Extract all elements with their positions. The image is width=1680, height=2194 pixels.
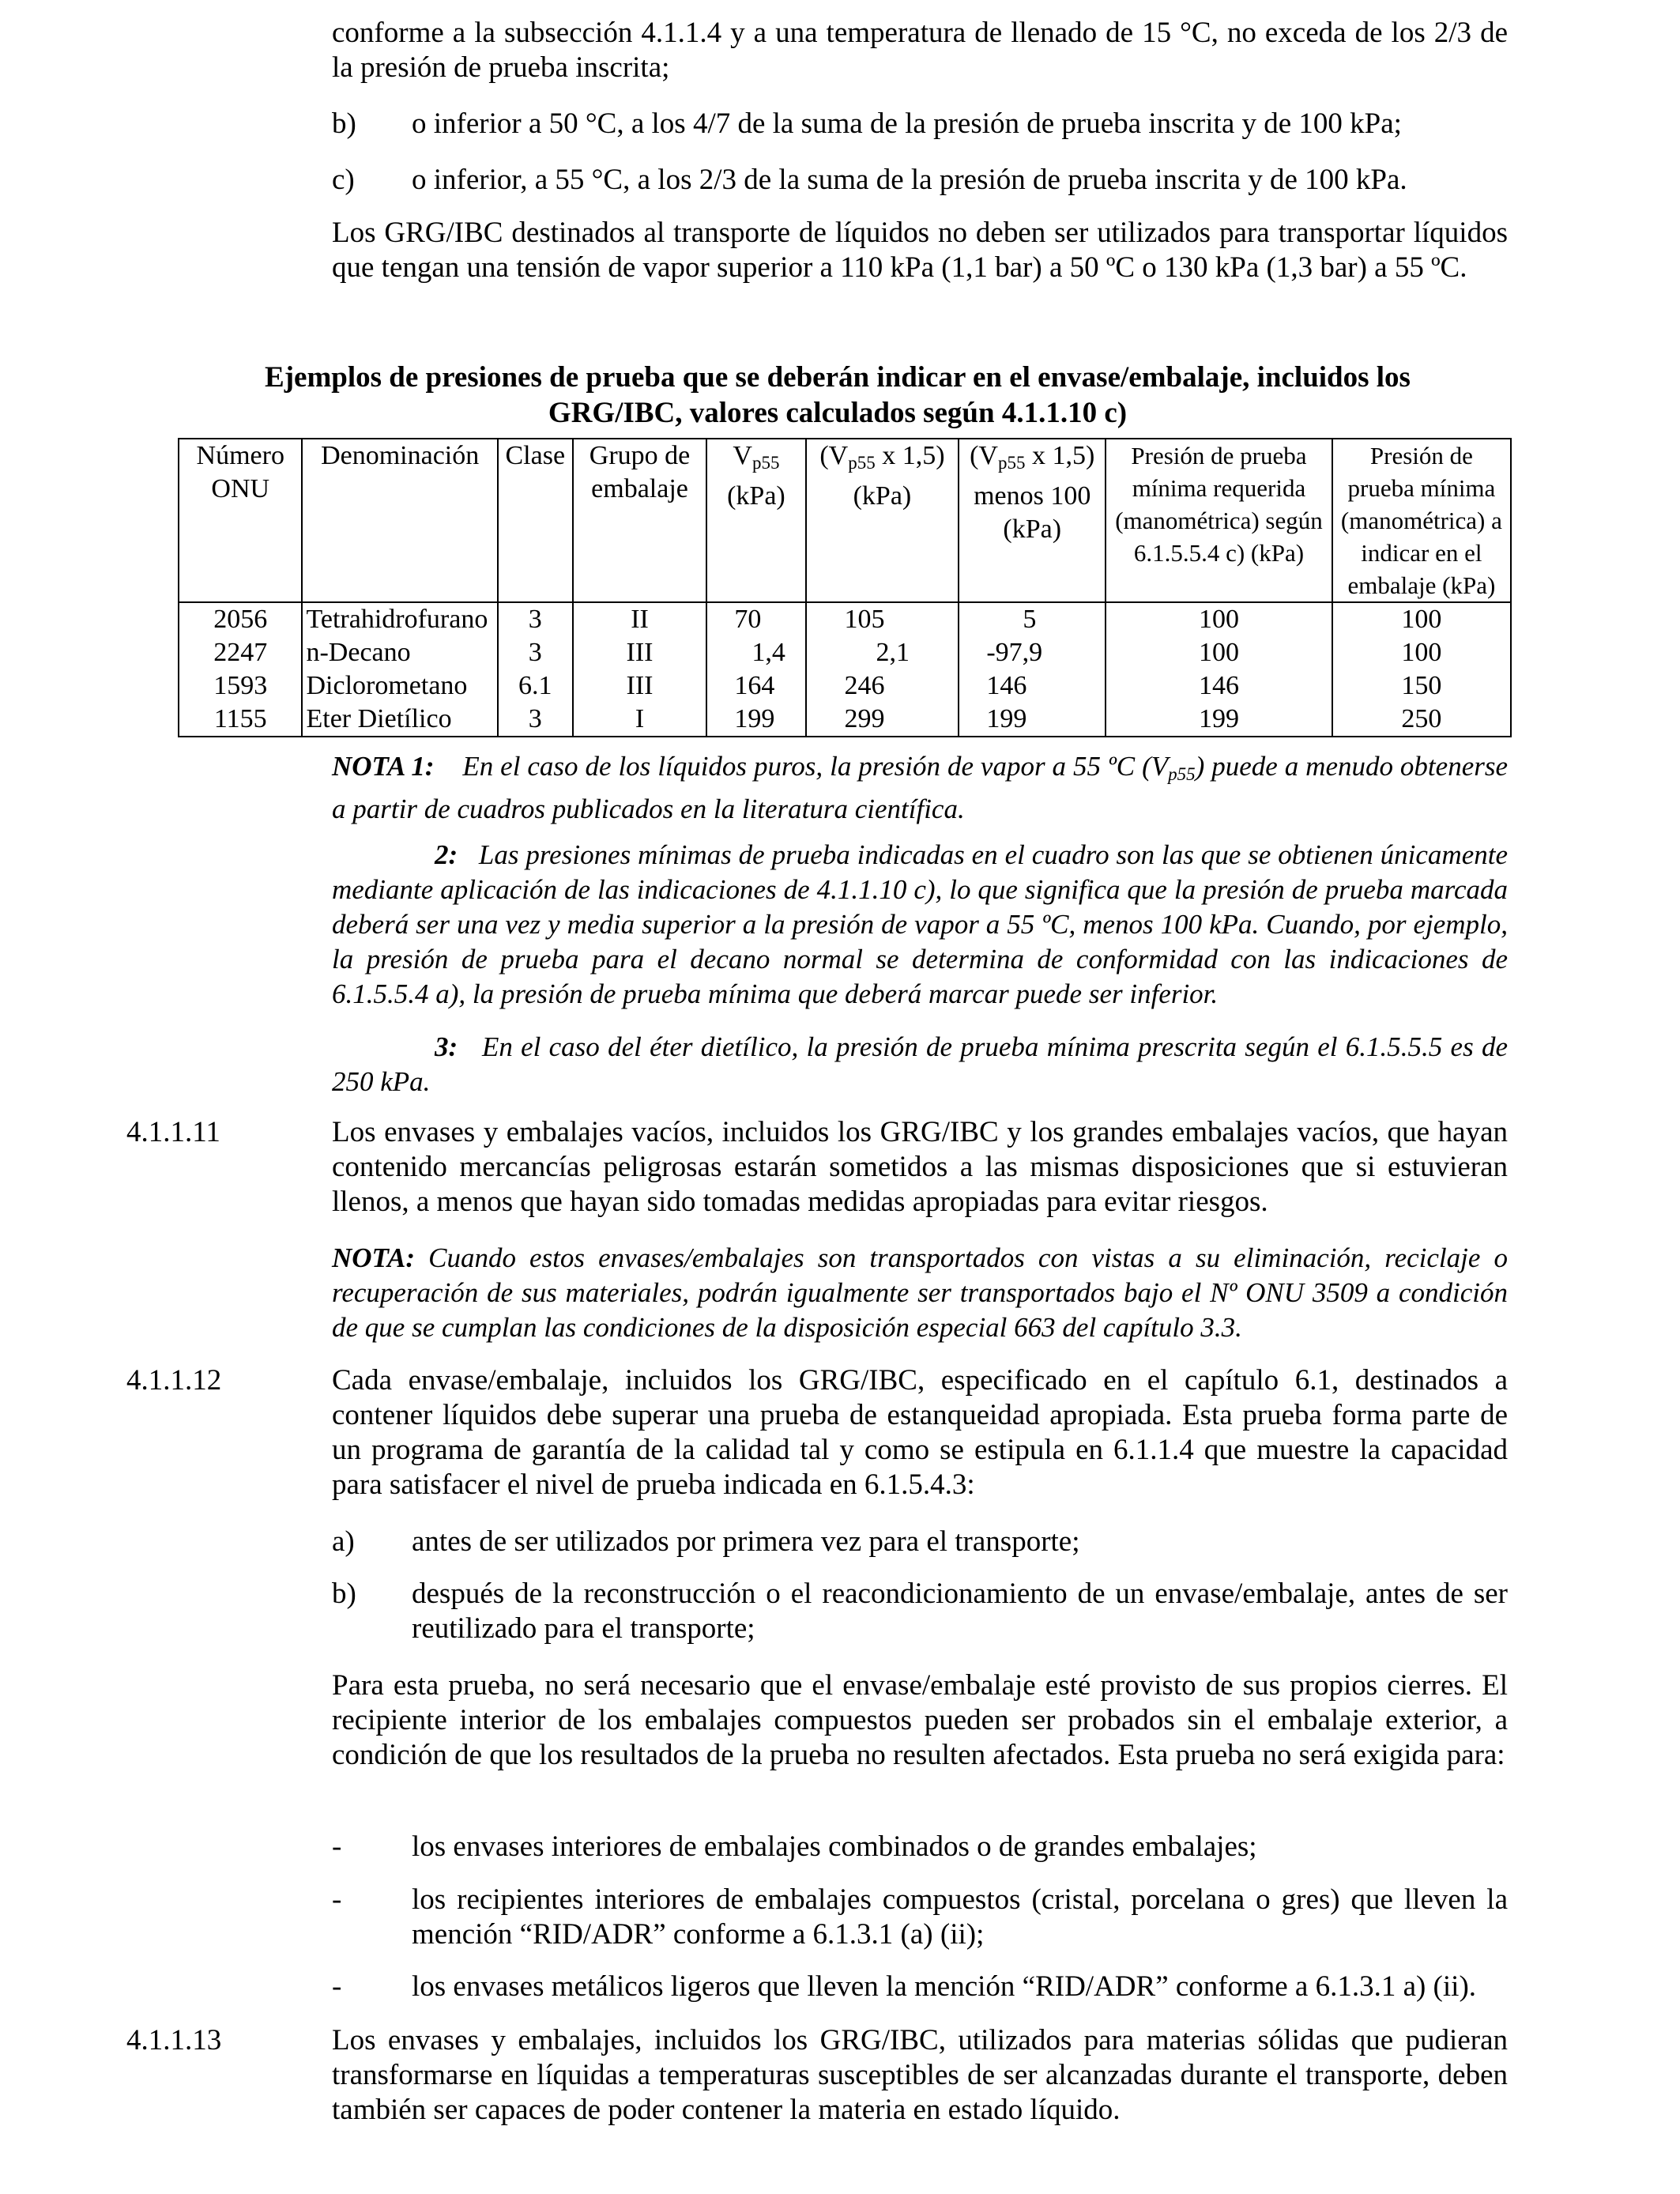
table-heading-line-1: Ejemplos de presiones de prueba que se deberán indicar en el envase/embalaje, incluidos los xyxy=(265,361,1411,394)
col-vp xyxy=(706,602,805,737)
item-text: o inferior, a 55 °C, a los 2/3 de la suma de la presión de prueba inscrita y de 100 kPa. xyxy=(412,164,1407,196)
note-3-label: 3: xyxy=(435,1031,458,1062)
cell-required: 199 xyxy=(1198,704,1239,733)
header-mark: Presión de prueba mínima (manométrica) a indicar en el embalaje (kPa) xyxy=(1332,439,1511,602)
item-label: b) xyxy=(332,1578,356,1610)
header-required: Presión de prueba mínima requerida (manométrica) según 6.1.5.5.4 c) (kPa) xyxy=(1106,439,1332,602)
table-heading-line-2: GRG/IBC, valores calculados según 4.1.1.10 c) xyxy=(548,397,1128,429)
cell-name: Diclorometano xyxy=(306,671,468,700)
cell-name: n-Decano xyxy=(306,638,411,667)
cell-mark: 150 xyxy=(1401,671,1442,700)
header-group: Grupo de embalaje xyxy=(573,439,707,602)
intro-paragraph: Los GRG/IBC destinados al transporte de líquidos no deben ser utilizados para transportar líquidos que tengan una tensión de vapor superior a 110 kPa (1,1 bar) a 50 ºC o 130 kPa (1,3 bar) a 55 ºC. xyxy=(332,217,1508,284)
cell-vp: 164 xyxy=(734,671,775,700)
cell-class: 3 xyxy=(528,704,542,733)
section-number-4-1-1-11: 4.1.1.11 xyxy=(126,1116,220,1148)
cell-class: 3 xyxy=(528,638,542,667)
cell-group: II xyxy=(631,605,649,634)
cell-onu: 1155 xyxy=(213,704,267,733)
cell-mark: 100 xyxy=(1401,638,1442,667)
cell-group: I xyxy=(635,704,645,733)
cell-class: 3 xyxy=(528,605,542,634)
cell-group: III xyxy=(626,671,654,700)
cell-minus: 146 xyxy=(986,671,1027,700)
section-number-4-1-1-12: 4.1.1.12 xyxy=(126,1364,222,1397)
item-text: antes de ser utilizados por primera vez para el transporte; xyxy=(412,1525,1080,1558)
table-body-row xyxy=(179,602,1511,737)
header-class: Clase xyxy=(498,439,573,602)
cell-mark: 250 xyxy=(1401,704,1442,733)
item-label: b) xyxy=(332,107,356,140)
cell-required: 146 xyxy=(1198,671,1239,700)
col-class xyxy=(498,602,573,737)
section-4-1-1-13-text: Los envases y embalajes, incluidos los GRG/IBC, utilizados para materias sólidas que pudieran transformarse en líquidas a temperaturas susceptibles de ser alcanzadas durante el transporte, deben también ser capaces de poder contener la materia en estado líquido. xyxy=(332,2024,1508,2126)
cell-group: III xyxy=(626,638,654,667)
minus-text: menos 100 (kPa) xyxy=(974,481,1091,544)
cell-minus: 199 xyxy=(986,704,1027,733)
col-required xyxy=(1106,602,1332,737)
vp15-unit: (kPa) xyxy=(853,481,912,511)
header-vp xyxy=(706,439,805,602)
note-2-label: 2: xyxy=(435,839,458,870)
vp-unit: (kPa) xyxy=(727,481,785,511)
item-text: o inferior a 50 °C, a los 4/7 de la suma de la presión de prueba inscrita y de 100 kPa; xyxy=(412,107,1402,140)
cell-name: Tetrahidrofurano xyxy=(306,605,488,634)
cell-minus: -97,9 xyxy=(986,638,1043,667)
item-text: después de la reconstrucción o el reacondicionamiento de un envase/embalaje, antes de ser reutilizado para el transporte; xyxy=(412,1578,1508,1645)
note-1-label: NOTA 1: xyxy=(332,751,435,782)
cell-onu: 2056 xyxy=(213,605,268,634)
header-onu: Número ONU xyxy=(179,439,302,602)
note-2: 2: Las presiones mínimas de prueba indicadas en el cuadro son las que se obtienen únicamente mediante aplicación de las indicaciones de 4.1.1.10 c), lo que significa que la presión de prueba marcada deberá ser una vez y media superior a la presión de vapor a 55 ºC, menos 100 kPa. Cuando, por ejemplo, la presión de prueba para el decano normal se determina de conformidad con las indicaciones de 6.1.5.5.4 a), la presión de prueba mínima que deberá marcar puede ser inferior. xyxy=(332,839,1509,1009)
section-4-1-1-11-text: Los envases y embalajes vacíos, incluidos los GRG/IBC y los grandes embalajes vacíos, que hayan contenido mercancías peligrosas estarán sometidos a las mismas disposiciones que si estuvieran llenos, a menos que hayan sido tomadas medidas apropiadas para evitar riesgos. xyxy=(332,1116,1508,1218)
nota-label: NOTA: xyxy=(332,1242,415,1273)
header-vp15 xyxy=(806,439,959,602)
dash-text: los envases metálicos ligeros que lleven la mención “RID/ADR” conforme a 6.1.3.1 a) (ii). xyxy=(412,1970,1477,2003)
cell-class: 6.1 xyxy=(518,671,552,700)
col-name xyxy=(302,602,497,737)
header-name: Denominación xyxy=(302,439,497,602)
cell-vp15: 299 xyxy=(844,704,885,733)
dash-bullet: - xyxy=(332,1830,342,1863)
col-onu xyxy=(179,602,302,737)
intro-continuation: conforme a la subsección 4.1.1.4 y a una temperatura de llenado de 15 °C, no exceda de los 2/3 de la presión de prueba inscrita; xyxy=(332,17,1508,84)
vp-symbol: $V_{p55}$ xyxy=(733,441,780,473)
section-4-1-1-11-note: NOTA: Cuando estos envases/embalajes son transportados con vistas a su eliminación, reciclaje o recuperación de sus materiales, podrán igualmente ser transportados bajo el Nº ONU 3509 a condición de que se cumplan las condiciones de la disposición especial 663 del capítulo 3.3. xyxy=(332,1242,1508,1343)
cell-minus: 5 xyxy=(1023,605,1037,634)
dash-text: los recipientes interiores de embalajes compuestos (cristal, porcelana o gres) que lleven la mención “RID/ADR” conforme a 6.1.3.1 (a) (ii); xyxy=(412,1883,1508,1951)
cell-vp: 1,4 xyxy=(751,638,785,667)
cell-name: Eter Dietílico xyxy=(306,704,452,733)
note-1: NOTA 1: En el caso de los líquidos puros, la presión de vapor a 55 ºC $(V_{p55})$ puede a menudo obtenerse a partir de cuadros publicados en la literatura científica. xyxy=(332,751,1509,824)
cell-vp15: 105 xyxy=(844,605,885,634)
pressure-table xyxy=(178,438,1512,737)
header-minus xyxy=(959,439,1106,602)
dash-text: los envases interiores de embalajes combinados o de grandes embalajes; xyxy=(412,1830,1257,1863)
dash-bullet: - xyxy=(332,1970,342,2003)
vp15-formula: ($V_{p55}$ x 1,5) xyxy=(819,441,945,473)
cell-vp: 70 xyxy=(734,605,762,634)
item-label: c) xyxy=(332,164,355,196)
s12-paragraph: Para esta prueba, no será necesario que el envase/embalaje esté provisto de sus propios cierres. El recipiente interior de los embalajes compuestos pueden ser probados sin el embalaje exterior, a condición de que los resultados de la prueba no resulten afectados. Esta prueba no será exigida para: xyxy=(332,1669,1508,1771)
col-mark xyxy=(1332,602,1511,737)
cell-onu: 2247 xyxy=(213,638,268,667)
note-3: 3: En el caso del éter dietílico, la presión de prueba mínima prescrita según el 6.1.5.5.5 es de 250 kPa. xyxy=(332,1031,1508,1097)
section-4-1-1-12-text: Cada envase/embalaje, incluidos los GRG/IBC, especificado en el capítulo 6.1, destinados a contener líquidos debe superar una prueba de estanqueidad apropiada. Esta prueba forma parte de un programa de garantía de la calidad tal y como se estipula en 6.1.1.4 que muestre la capacidad para satisfacer el nivel de prueba indicada en 6.1.5.4.3: xyxy=(332,1364,1508,1501)
cell-vp15: 2,1 xyxy=(876,638,910,667)
section-number-4-1-1-13: 4.1.1.13 xyxy=(126,2024,222,2056)
cell-onu: 1593 xyxy=(213,671,268,700)
col-group xyxy=(573,602,707,737)
item-label: a) xyxy=(332,1525,355,1558)
col-vp15 xyxy=(806,602,959,737)
cell-required: 100 xyxy=(1198,605,1239,634)
cell-vp15: 246 xyxy=(844,671,885,700)
cell-required: 100 xyxy=(1198,638,1239,667)
col-minus xyxy=(959,602,1106,737)
cell-mark: 100 xyxy=(1401,605,1442,634)
table-header-row xyxy=(179,439,1511,602)
cell-vp: 199 xyxy=(734,704,775,733)
minus-formula: ($V_{p55}$ x 1,5) xyxy=(970,441,1095,473)
dash-bullet: - xyxy=(332,1883,342,1916)
